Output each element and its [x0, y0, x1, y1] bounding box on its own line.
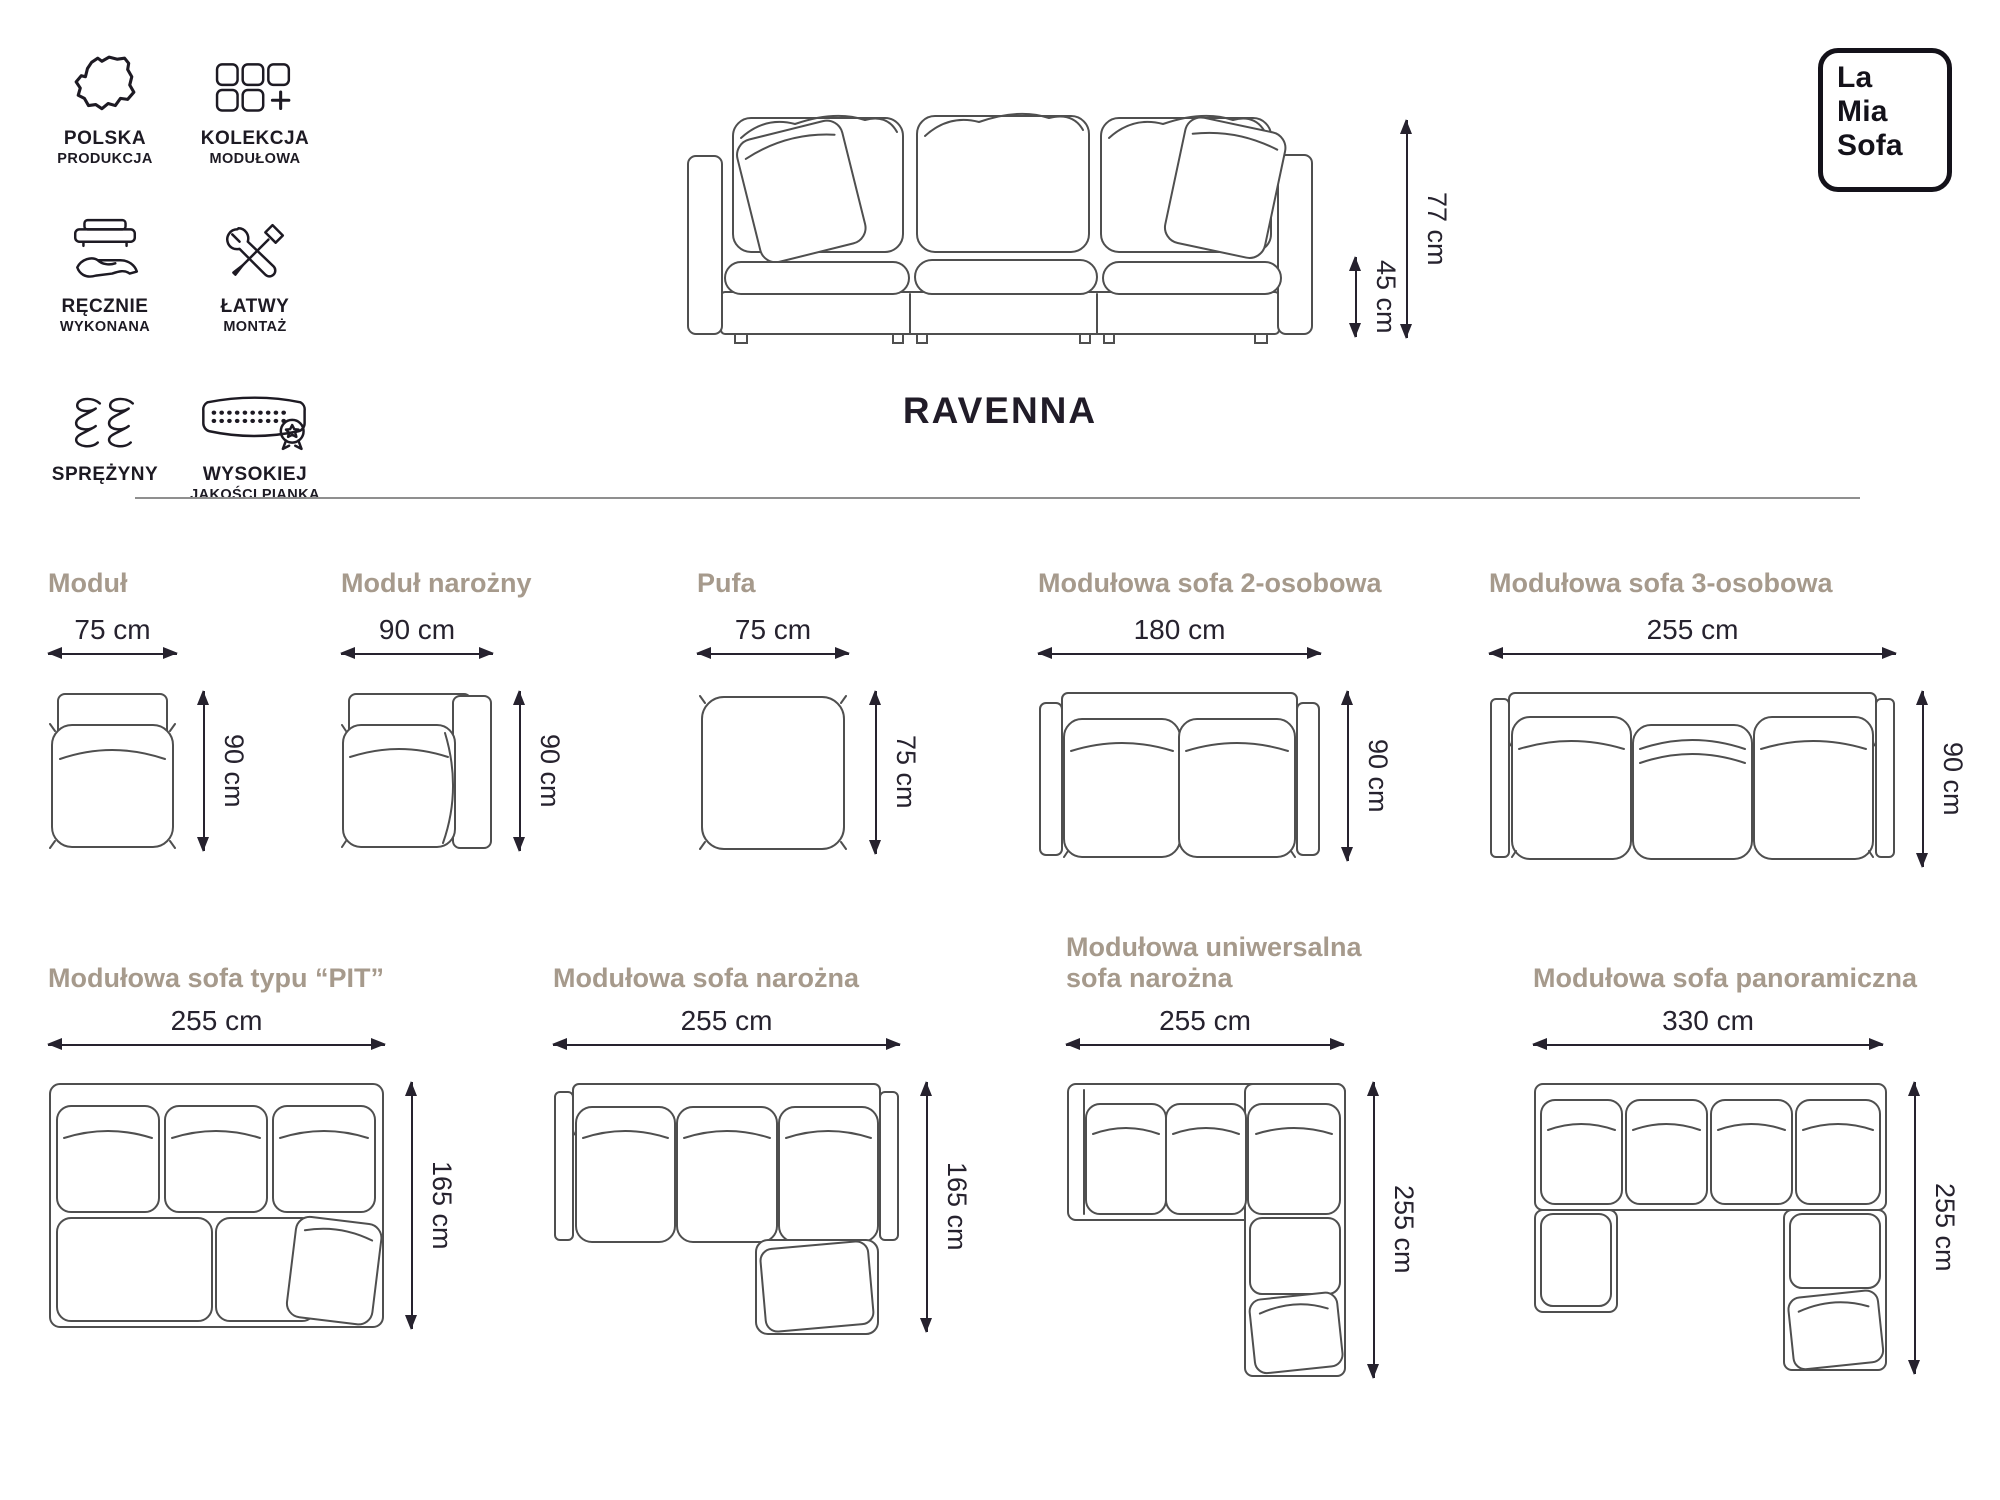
- badge-kolekcja-modulowa: [180, 34, 330, 202]
- figure-title: Moduł narożny: [341, 568, 532, 598]
- sofa-front-illustration: [685, 100, 1315, 353]
- logo-line: Sofa: [1837, 128, 1903, 162]
- figure-sofa-2-osobowa: [1038, 568, 1393, 861]
- depth-arrow: [1922, 691, 1924, 867]
- overall-height-label: 77 cm: [1422, 192, 1452, 266]
- depth-label: 75 cm: [891, 735, 921, 809]
- modular-grid-icon: [215, 34, 295, 118]
- badge-sublabel: MONTAŻ: [223, 318, 287, 335]
- figure-sofa-narozna: [553, 928, 972, 1336]
- depth-arrow: [411, 1082, 413, 1329]
- figure-title: Modułowa sofa 2-osobowa: [1038, 568, 1382, 598]
- depth-arrow: [1373, 1082, 1375, 1378]
- badge-label: SPRĘŻYNY: [51, 464, 159, 485]
- depth-label: 90 cm: [535, 733, 565, 808]
- figure-title: Modułowa sofa panoramiczna: [1533, 962, 1918, 993]
- sofa3-top-view: [1489, 691, 1896, 867]
- badge-label: RĘCZNIE: [61, 296, 149, 317]
- figure-sofa-pit: [48, 928, 457, 1329]
- width-label: 255 cm: [170, 1005, 263, 1036]
- overall-height-arrow: [1406, 120, 1408, 338]
- width-label: 330 cm: [1662, 1005, 1754, 1036]
- module-top-view: [48, 691, 177, 851]
- depth-arrow: [1914, 1082, 1916, 1374]
- width-arrow: [341, 653, 493, 655]
- width-arrow: [697, 653, 849, 655]
- figure-sofa-panoramiczna: [1533, 928, 1960, 1374]
- badge-label: WYSOKIEJ: [202, 464, 308, 485]
- section-divider: [135, 497, 1860, 499]
- width-arrow: [553, 1044, 900, 1046]
- badge-sublabel: PRODUKCJA: [57, 150, 153, 167]
- depth-label: 90 cm: [219, 733, 249, 808]
- width-label: 90 cm: [378, 614, 456, 646]
- badge-label: ŁATWY: [220, 296, 290, 317]
- springs-icon: [69, 370, 141, 454]
- seat-height-arrow: [1355, 257, 1357, 337]
- badge-label: KOLEKCJA: [200, 128, 310, 149]
- depth-label: 255 cm: [1930, 1183, 1960, 1272]
- depth-label: 165 cm: [942, 1162, 972, 1251]
- depth-label: 165 cm: [427, 1160, 457, 1250]
- width-arrow: [1533, 1044, 1883, 1046]
- width-label: 255 cm: [1159, 1005, 1251, 1036]
- width-label: 75 cm: [734, 614, 812, 646]
- depth-arrow: [519, 691, 521, 851]
- figure-title: Pufa: [697, 568, 756, 598]
- brand-logo: [1818, 48, 1952, 192]
- badge-recznie-wykonana: [30, 202, 180, 370]
- depth-label: 90 cm: [1938, 741, 1968, 816]
- seat-height-label: 45 cm: [1371, 260, 1401, 334]
- product-name: RAVENNA: [902, 390, 1098, 431]
- crossed-tools-icon: [222, 202, 288, 286]
- badge-latwy-montaz: [180, 202, 330, 370]
- badge-wysokiej-jakosci-pianka: [180, 370, 330, 538]
- sofa2-top-view: [1038, 691, 1321, 861]
- feature-badges: [30, 34, 330, 538]
- handmade-sofa-hand-icon: [67, 202, 143, 286]
- width-label: 255 cm: [680, 1005, 773, 1036]
- figure-title-line2: sofa narożna: [1066, 962, 1233, 993]
- width-arrow: [48, 1044, 385, 1046]
- figure-modul-narozny: [341, 568, 565, 851]
- figure-title: Moduł: [48, 568, 128, 598]
- figure-title: Modułowa sofa 3-osobowa: [1489, 568, 1833, 598]
- seat-height-dimension: [1355, 257, 1401, 337]
- depth-arrow: [1347, 691, 1349, 861]
- panoramic-sofa-top-view: [1533, 1082, 1888, 1374]
- width-label: 180 cm: [1133, 614, 1226, 646]
- pouf-top-view: [697, 691, 849, 854]
- badge-sublabel: MODUŁOWA: [209, 150, 301, 167]
- width-arrow: [1038, 653, 1321, 655]
- overall-height-dimension: [1406, 120, 1452, 338]
- depth-label: 255 cm: [1389, 1185, 1419, 1274]
- width-label: 75 cm: [74, 614, 151, 646]
- badge-polska-produkcja: [30, 34, 180, 202]
- width-arrow: [48, 653, 177, 655]
- figure-pufa: [697, 568, 921, 854]
- depth-arrow: [926, 1082, 928, 1332]
- figure-title: Modułowa sofa typu “PIT”: [48, 962, 384, 993]
- universal-corner-sofa-top-view: [1066, 1082, 1347, 1378]
- badge-sublabel: JAKOŚCI PIANKA: [190, 486, 320, 503]
- logo-line: Mia: [1837, 94, 1888, 128]
- figure-modul: [48, 568, 249, 851]
- depth-label: 90 cm: [1363, 738, 1393, 813]
- width-label: 255 cm: [1646, 614, 1739, 646]
- logo-line: La: [1837, 61, 1873, 94]
- depth-arrow: [203, 691, 205, 851]
- poland-map-icon: [71, 34, 139, 118]
- figure-sofa-3-osobowa: [1489, 568, 1968, 867]
- corner-module-top-view: [341, 691, 493, 851]
- width-arrow: [1066, 1044, 1344, 1046]
- depth-arrow: [875, 691, 877, 854]
- figure-title: Modułowa sofa narożna: [553, 962, 860, 993]
- corner-sofa-top-view: [553, 1082, 900, 1336]
- figure-title: Modułowa uniwersalna: [1066, 931, 1362, 962]
- badge-sublabel: WYKONANA: [59, 318, 151, 335]
- figure-sofa-uniwersalna: [1066, 928, 1419, 1378]
- foam-quality-icon: [197, 370, 313, 454]
- badge-sprezyny: [30, 370, 180, 538]
- sofa-pit-top-view: [48, 1082, 385, 1329]
- width-arrow: [1489, 653, 1896, 655]
- badge-label: POLSKA: [63, 128, 147, 149]
